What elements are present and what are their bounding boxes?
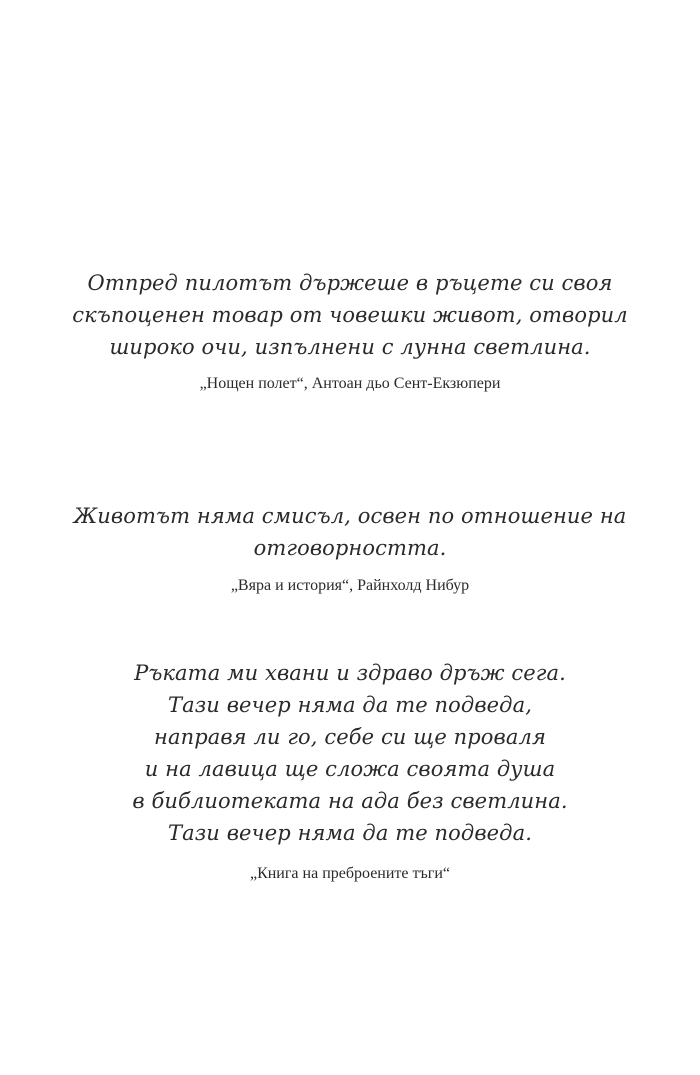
- quote-line: и на лавица ще сложа своята душа: [144, 757, 556, 781]
- quote-line: Отпред пилотът държеше в ръцете си своя: [87, 271, 613, 295]
- quote-line: в библиотеката на ада без светлина.: [132, 789, 568, 813]
- quote-line: Животът няма смисъл, освен по отношение на: [73, 504, 627, 528]
- epigraph-faith-and-history: [0, 500, 700, 597]
- quote-line: Ръката ми хвани и здраво дръж сега.: [134, 661, 566, 685]
- epigraph-book-of-counted-sorrows: [0, 657, 700, 885]
- quote-line: направя ли го, себе си ще проваля: [154, 725, 546, 749]
- epigraph-quote: [0, 657, 700, 849]
- quote-line: скъпоценен товар от човешки живот, отворил: [72, 303, 628, 327]
- epigraph-source: „Вяра и история“, Райнхолд Нибур: [230, 577, 470, 594]
- quote-line: Тази вечер няма да те подведа.: [168, 821, 532, 845]
- quote-line: широко очи, изпълнени с лунна светлина.: [109, 335, 591, 359]
- epigraph-source: „Книга на преброените тъги“: [249, 865, 451, 882]
- quote-line: отговорността.: [253, 536, 447, 560]
- quote-line: Тази вечер няма да те подведа,: [168, 693, 532, 717]
- epigraph-quote: [0, 500, 700, 564]
- epigraph-quote: [0, 267, 700, 363]
- epigraph-source: „Нощен полет“, Антоан дьо Сент-Екзюпери: [199, 375, 501, 392]
- epigraph-night-flight: [0, 267, 700, 395]
